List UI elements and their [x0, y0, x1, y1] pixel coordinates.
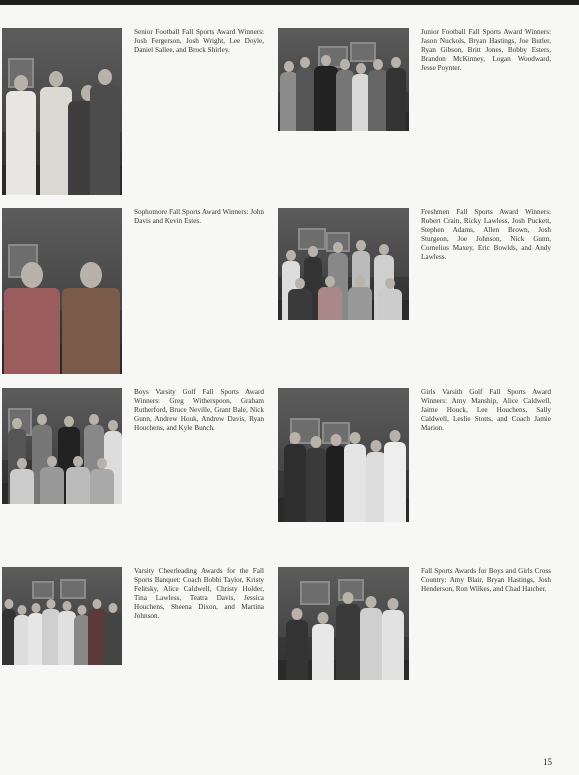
photo-sophomore — [2, 208, 122, 374]
photo-girls-golf — [278, 388, 409, 522]
caption-senior-football: Senior Football Fall Sports Award Winners: Josh Fergerson, Josh Wright, Lee Doyle, Daniel Sallee, and Brock Shirley. — [134, 28, 264, 54]
photo-boys-golf — [2, 388, 122, 504]
caption-cheerleading: Varsity Cheerleading Awards for the Fall Sports Banquet: Coach Bobbi Taylor, Kristy Felitsky, Alice Caldwell, Christy Holder, Tina Lawless, Teatra Davis, Jessica Houchens, Sheena Dixon, and Martina Johnson. — [134, 567, 264, 620]
caption-girls-golf: Girls Varsith Golf Fall Sports Award Winners: Amy Manship, Alice Caldwell, Jaime Houck, Lee Houchens, Sally Caldwell, Leslie Stotts, and Coach Jamie Marion. — [421, 388, 551, 432]
caption-junior-football: Junior Football Fall Sports Award Winners: Jason Nuckols, Bryan Hastings, Joe Butler, Ryan Gibson, Britt Jones, Bobby Esters, Brandon McKinney, Logan Woodward, Jesse Poynter. — [421, 28, 551, 72]
caption-cross-country: Fall Sports Awards for Boys and Girls Cross Country: Amy Blair, Bryan Hastings, Josh Henderson, Ron Wilkes, and Chad Hatcher. — [421, 567, 551, 593]
caption-sophomore: Sophomore Fall Sports Award Winners: John Davis and Kevin Estes. — [134, 208, 264, 225]
photo-junior-football — [278, 28, 409, 131]
photo-senior-football — [2, 28, 122, 195]
photo-cross-country — [278, 567, 409, 680]
caption-boys-golf: Boys Varsity Golf Fall Sports Award Winners: Greg Witherspoon, Graham Rutherford, Bruce Neville, Grant Bale, Nick Gunn, Andrew Houk, Andrew Davis, Ryan Houchens, and Kyle Bunch. — [134, 388, 264, 432]
page-number: 15 — [543, 757, 552, 767]
photo-freshmen — [278, 208, 409, 320]
photo-cheerleading — [2, 567, 122, 665]
page-top-edge — [0, 0, 579, 5]
caption-freshmen: Freshmen Fall Sports Award Winners: Robert Crain, Ricky Lawless, Josh Puckett, Stephen Adams, Allen Brown, Josh Sturgeon, Joe Johnson, Nick Gunn, Cornelius Maxey, Eric Bowlds, and Andy Lawless. — [421, 208, 551, 261]
